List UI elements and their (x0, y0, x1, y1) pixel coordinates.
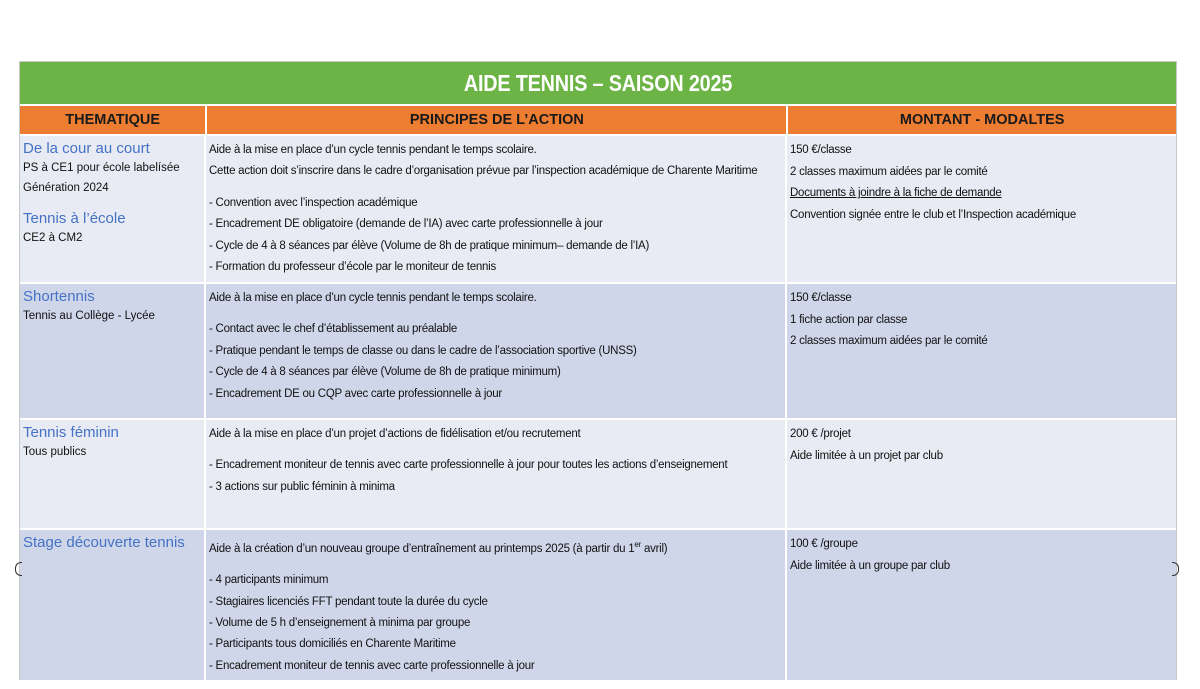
table-row (20, 134, 1176, 282)
principe-line: - Formation du professeur d’école par le moniteur de tennis (209, 261, 496, 274)
principe-line: - Contact avec le chef d’établissement au préalable (209, 323, 458, 336)
principe-line: - Encadrement moniteur de tennis avec carte professionnelle à jour pour toutes les actions d’enseignement (209, 459, 728, 472)
theme-title: Tennis à l’école (23, 210, 126, 227)
principes-cell (206, 530, 787, 680)
theme-subtitle: Génération 2024 (23, 182, 109, 194)
header-principes: PRINCIPES DE L’ACTION (207, 106, 788, 134)
montant-line: 1 fiche action par classe (790, 313, 908, 326)
montant-line: 150 €/classe (790, 292, 852, 304)
theme-subtitle: PS à CE1 pour école labelísée (23, 162, 180, 174)
principes-cell (206, 284, 787, 418)
principe-line (209, 534, 785, 560)
principe-line: - Pratique pendant le temps de classe ou dans le cadre de l’association sportive (UNSS) (209, 344, 637, 357)
principe-line: - 4 participants minimum (209, 574, 329, 587)
title-bar (20, 62, 1176, 106)
principe-line: - Convention avec l’inspection académique (209, 196, 418, 209)
montant-cell (787, 530, 1176, 680)
documents-link[interactable]: Documents à joindre à la fiche de demande (790, 187, 1002, 200)
principes-cell (206, 136, 787, 282)
theme-title: Shortennis (23, 288, 95, 305)
table-row (20, 418, 1176, 528)
principe-line: Aide à la mise en place d’un cycle tennis pendant le temps scolaire. (209, 292, 537, 304)
resize-handle-right[interactable] (1172, 562, 1179, 576)
theme-subtitle: Tous publics (23, 446, 87, 458)
superscript: er (634, 540, 642, 549)
theme-title: Tennis féminin (23, 424, 119, 441)
tennis-aid-table (19, 61, 1177, 680)
montant-line: 2 classes maximum aidées par le comité (790, 165, 988, 178)
theme-subtitle: CE2 à CM2 (23, 232, 83, 244)
principe-text: avril) (641, 542, 668, 555)
montant-cell (787, 420, 1176, 528)
principes-cell (206, 420, 787, 528)
principe-line: - 3 actions sur public féminin à minima (209, 480, 395, 493)
resize-handle-left[interactable] (15, 562, 22, 576)
principe-line: - Encadrement DE obligatoire (demande de l’IA) avec carte professionnelle à jour (209, 218, 603, 231)
principe-line: - Encadrement moniteur de tennis avec carte professionnelle à jour (209, 659, 535, 672)
montant-line: Aide limitée à un projet par club (790, 449, 943, 462)
header-montant: MONTANT - MODALTES (899, 112, 1065, 128)
montant-line: 100 € /groupe (790, 538, 858, 550)
theme-title: De la cour au court (23, 140, 150, 157)
principe-line: - Cycle de 4 à 8 séances par élève (Volume de 8h de pratique minimum– demande de l’IA) (209, 239, 650, 252)
theme-cell (20, 284, 206, 418)
principe-line: - Volume de 5 h d’enseignement à minima par groupe (209, 617, 471, 630)
header-thematique: THEMATIQUE (20, 106, 207, 134)
montant-cell (787, 136, 1176, 282)
theme-cell (20, 420, 206, 528)
principe-line: - Participants tous domiciliés en Charente Maritime (209, 638, 456, 651)
principe-line: Cette action doit s’inscrire dans le cadre d’organisation prévue par l’inspection académique de Charente Maritime (209, 165, 758, 178)
header-row (20, 106, 1176, 134)
principe-line: Aide à la mise en place d’un cycle tennis pendant le temps scolaire. (209, 144, 537, 156)
principe-line: - Cycle de 4 à 8 séances par élève (Volume de 8h de pratique minimum) (209, 366, 561, 379)
principe-line: - Stagiaires licenciés FFT pendant toute la durée du cycle (209, 595, 488, 608)
theme-subtitle: Tennis au Collège - Lycée (23, 310, 155, 322)
principe-line: - Encadrement DE ou CQP avec carte professionnelle à jour (209, 387, 502, 400)
theme-cell (20, 136, 206, 282)
table-title: AIDE TENNIS – SAISON 2025 (101, 62, 1095, 104)
principe-line: Aide à la mise en place d’un projet d’actions de fidélisation et/ou recrutement (209, 428, 581, 440)
montant-line: 2 classes maximum aidées par le comité (790, 335, 988, 348)
montant-line: Aide limitée à un groupe par club (790, 559, 950, 572)
montant-line: 200 € /projet (790, 428, 851, 440)
table-row (20, 282, 1176, 418)
montant-cell (787, 284, 1176, 418)
table-row (20, 528, 1176, 680)
montant-line: 150 €/classe (790, 144, 852, 156)
theme-cell (20, 530, 206, 680)
montant-line: Convention signée entre le club et l’Inspection académique (790, 208, 1076, 221)
principe-text: Aide à la création d’un nouveau groupe d’entraînement au printemps 2025 (à partir du 1 (209, 542, 635, 555)
theme-title: Stage découverte tennis (23, 534, 185, 551)
